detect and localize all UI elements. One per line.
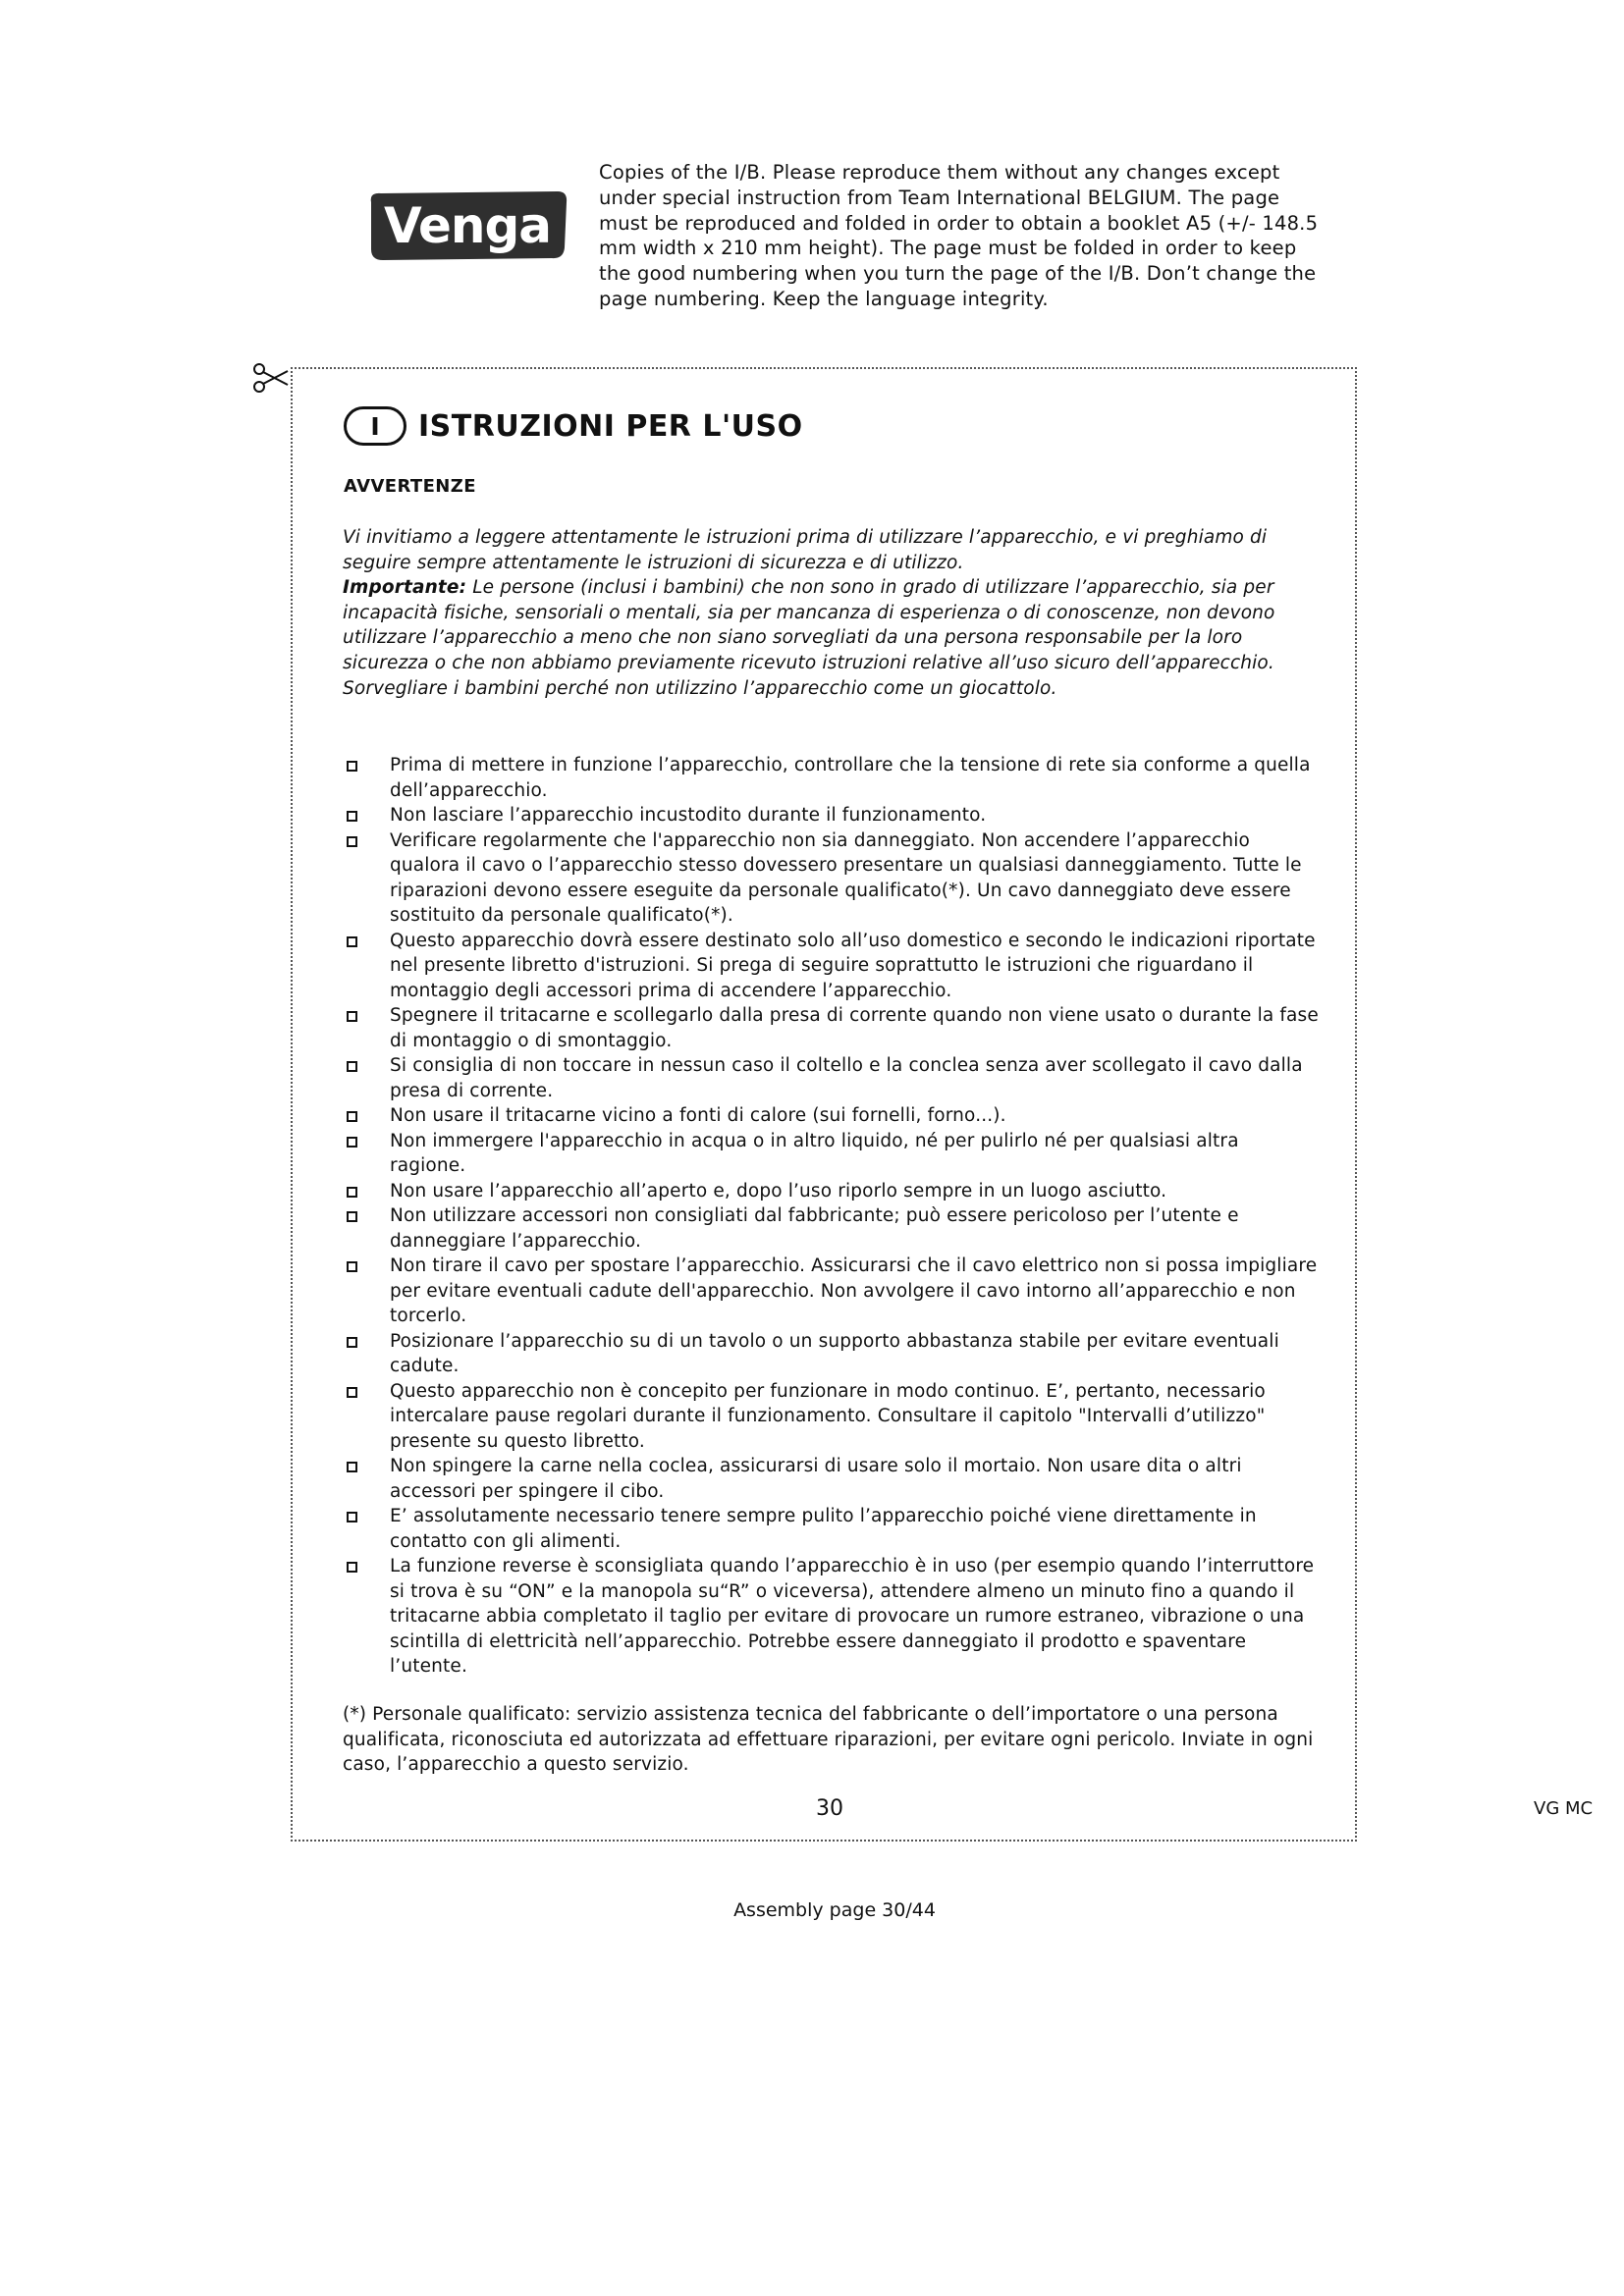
list-item-text: Non immergere l'apparecchio in acqua o in altro liquido, né per pulirlo né per qualsiasi altra ragione. [390, 1130, 1239, 1176]
checkbox-bullet-icon [347, 1137, 357, 1148]
list-item-text: Verificare regolarmente che l'apparecchio non sia danneggiato. Non accendere l’apparecchio qualora il cavo o l’apparecchio stesso dovessero presentare un qualsiasi danneggiamento. Tutte le riparazioni devono essere eseguite da personale qualificato(*). Un cavo danneggiato deve essere sostituito da personale qualificato(*). [390, 829, 1302, 926]
list-item-text: Non utilizzare accessori non consigliati dal fabbricante; può essere pericoloso per l’utente e danneggiare l’apparecchio. [390, 1205, 1239, 1252]
list-item [343, 929, 1320, 1004]
checkbox-bullet-icon [347, 761, 357, 772]
checkbox-bullet-icon [347, 1061, 357, 1072]
checkbox-bullet-icon [347, 1187, 357, 1198]
checkbox-bullet-icon [347, 1462, 357, 1472]
intro-paragraph: Sorvegliare i bambini perché non utilizzino l’apparecchio come un giocattolo. [343, 677, 1057, 699]
checkbox-bullet-icon [347, 811, 357, 822]
side-code: VG MC [1534, 1798, 1594, 1819]
page-title: ISTRUZIONI PER L'USO [418, 408, 803, 444]
list-item-text: Non usare il tritacarne vicino a fonti di calore (sui fornelli, forno...). [390, 1105, 1006, 1126]
list-item-text: Posizionare l’apparecchio su di un tavolo o un supporto abbastanza stabile per evitare eventuali cadute. [390, 1330, 1279, 1376]
list-item [343, 1179, 1320, 1204]
list-item [343, 1103, 1320, 1129]
page-number: 30 [816, 1796, 843, 1821]
list-item [343, 1329, 1320, 1379]
list-item [343, 1129, 1320, 1179]
list-item [343, 1554, 1320, 1680]
list-item [343, 1379, 1320, 1455]
intro-paragraph: Vi invitiamo a leggere attentamente le istruzioni prima di utilizzare l’apparecchio, e vi preghiamo di seguire sempre attentamente le istruzioni di sicurezza e di utilizzo. [343, 527, 1268, 573]
list-item-text: Non tirare il cavo per spostare l’apparecchio. Assicurarsi che il cavo elettrico non si possa impigliare per evitare eventuali cadute dell'apparecchio. Non avvolgere il cavo intorno all’apparecchio e non torcerlo. [390, 1255, 1318, 1326]
checkbox-bullet-icon [347, 836, 357, 847]
important-label: Importante: [343, 577, 467, 599]
safety-rules-list [343, 753, 1320, 1680]
checkbox-bullet-icon [347, 1562, 357, 1573]
list-item-text: Non spingere la carne nella coclea, assicurarsi di usare solo il mortaio. Non usare dita o altri accessori per spingere il cibo. [390, 1456, 1242, 1502]
section-title [344, 402, 803, 450]
list-item [343, 1504, 1320, 1554]
list-item [343, 1254, 1320, 1329]
checkbox-bullet-icon [347, 1337, 357, 1348]
list-item-text: La funzione reverse è sconsigliata quando l’apparecchio è in uso (per esempio quando l’interruttore si trova è su “ON” e la manopola su“R” o viceversa), attendere almeno un minuto fino a quando il tritacarne abbia completato il taglio per evitare di provocare un rumore estraneo, vibrazione o una scintilla di elettricità nell’apparecchio. Potrebbe essere danneggiato il prodotto e spaventare l’utente. [390, 1556, 1315, 1677]
checkbox-bullet-icon [347, 936, 357, 947]
scissors-icon [250, 359, 290, 399]
warnings-heading: AVVERTENZE [344, 476, 476, 497]
checkbox-bullet-icon [347, 1261, 357, 1272]
list-item-text: Non usare l’apparecchio all’aperto e, dopo l’uso riporlo sempre in un luogo asciutto. [390, 1180, 1167, 1201]
list-item [343, 1053, 1320, 1103]
list-item-text: Si consiglia di non toccare in nessun caso il coltello e la conclea senza aver scollegato il cavo dalla presa di corrente. [390, 1055, 1303, 1101]
list-item [343, 828, 1320, 929]
venga-logo [365, 188, 569, 263]
footnote: (*) Personale qualificato: servizio assistenza tecnica del fabbricante o dell’importatore o una persona qualificata, riconosciuta ed autorizzata ad effettuare riparazioni, per evitare ogni pericolo. Inviate in ogni caso, l’apparecchio a questo servizio. [343, 1704, 1314, 1775]
checkbox-bullet-icon [347, 1111, 357, 1122]
list-item-text: Prima di mettere in funzione l’apparecchio, controllare che la tensione di rete sia conforme a quella dell’apparecchio. [390, 755, 1311, 801]
list-item-text: Spegnere il tritacarne e scollegarlo dalla presa di corrente quando non viene usato o durante la fase di montaggio o di smontaggio. [390, 1005, 1319, 1051]
checkbox-bullet-icon [347, 1011, 357, 1022]
list-item [343, 753, 1320, 803]
list-item-text: E’ assolutamente necessario tenere sempre pulito l’apparecchio poiché viene direttamente in contatto con gli alimenti. [390, 1506, 1257, 1552]
list-item [343, 1003, 1320, 1053]
list-item [343, 1454, 1320, 1504]
reproduction-instructions: Copies of the I/B. Please reproduce them without any changes except under special instruction from Team International BELGIUM. The page must be reproduced and folded in order to obtain a booklet A5 (+/- 148.5 mm width x 210 mm height). The page must be folded in order to keep the good numbering when you turn the page of the I/B. Don’t change the page numbering. Keep the language integrity. [599, 161, 1319, 310]
list-item-text: Non lasciare l’apparecchio incustodito durante il funzionamento. [390, 805, 987, 826]
intro-paragraph: Le persone (inclusi i bambini) che non sono in grado di utilizzare l’apparecchio, sia per incapacità fisiche, sensoriali o mentali, sia per mancanza di esperienza o di conoscenze, non devono utilizzare l’apparecchio a meno che non siano sorvegliati da una persona responsabile per la loro sicurezza o che non abbiamo previamente ricevuto istruzioni relative all’uso sicuro dell’apparecchio. [343, 577, 1275, 673]
assembly-page-label: Assembly page 30/44 [733, 1899, 936, 1921]
language-badge: I [344, 406, 406, 446]
list-item [343, 1203, 1320, 1254]
list-item [343, 803, 1320, 828]
checkbox-bullet-icon [347, 1211, 357, 1222]
list-item-text: Questo apparecchio dovrà essere destinato solo all’uso domestico e secondo le indicazioni riportate nel presente libretto d'istruzioni. Si prega di seguire soprattutto le istruzioni che riguardano il montaggio degli accessori prima di accendere l’apparecchio. [390, 930, 1316, 1001]
checkbox-bullet-icon [347, 1512, 357, 1522]
checkbox-bullet-icon [347, 1387, 357, 1398]
list-item-text: Questo apparecchio non è concepito per funzionare in modo continuo. E’, pertanto, necessario intercalare pause regolari durante il funzionamento. Consultare il capitolo "Intervalli d’utilizzo" presente su questo libretto. [390, 1380, 1266, 1452]
intro-text [343, 525, 1320, 701]
svg-text:Venga: Venga [384, 197, 551, 254]
